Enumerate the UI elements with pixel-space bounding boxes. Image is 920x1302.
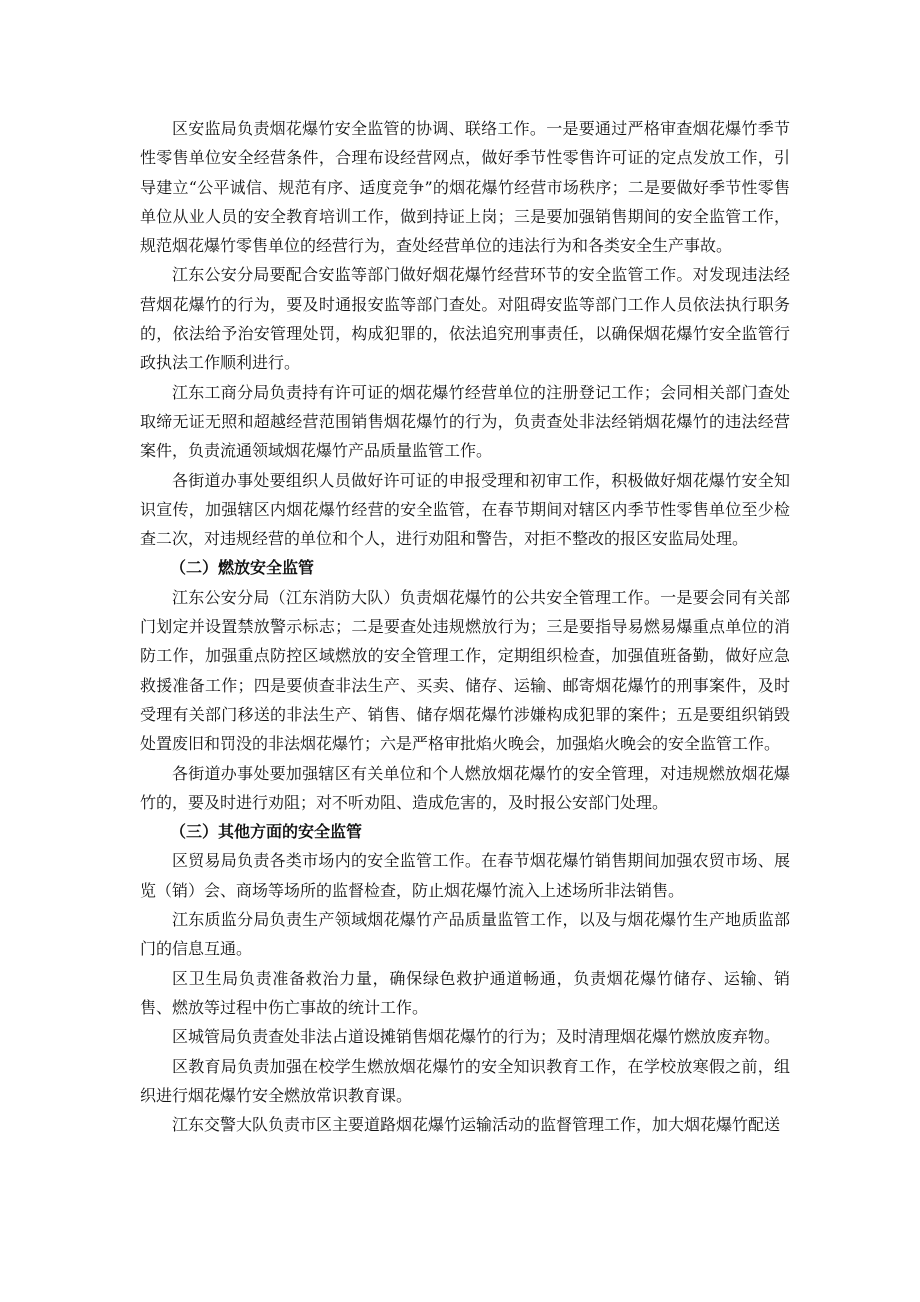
paragraph-trade-bureau: 区贸易局负责各类市场内的安全监管工作。在春节烟花爆竹销售期间加强农贸市场、展览（销）会、商场等场所的监督检查，防止烟花爆竹流入上述场所非法销售。	[140, 851, 790, 900]
paragraph-urban-management: 区城管局负责查处非法占道设摊销售烟花爆竹的行为；及时清理烟花爆竹燃放废弃物。	[172, 1027, 781, 1047]
paragraph-public-security: 江东公安分局要配合安监等部门做好烟花爆竹经营环节的安全监管工作。对发现违法经营烟花爆竹的行为，要及时通报安监等部门查处。对阻碍安监等部门工作人员依法执行职务的，依法给予治安管理处罚，构成犯罪的，依法追究刑事责任，以确保烟花爆竹安全监管行政执法工作顺利进行。	[140, 265, 790, 373]
paragraph-education-bureau: 区教育局负责加强在校学生燃放烟花爆竹的安全知识教育工作，在学校放寒假之前，组织进行烟花爆竹安全燃放常识教育课。	[140, 1056, 790, 1105]
paragraph-fire-brigade: 江东公安分局（江东消防大队）负责烟花爆竹的公共安全管理工作。一是要会同有关部门划定并设置禁放警示标志；二是要查处违规燃放行为；三是要指导易燃易爆重点单位的消防工作，加强重点防控区域燃放的安全管理工作，定期组织检查，加强值班备勤，做好应急救援准备工作；四是要侦查非法生产、买卖、储存、运输、邮寄烟花爆竹的刑事案件，及时受理有关部门移送的非法生产、销售、储存烟花爆竹涉嫌构成犯罪的案件；五是要组织销毁处置废旧和罚没的非法烟花爆竹；六是严格审批焰火晚会，加强焰火晚会的安全监管工作。	[140, 587, 790, 754]
paragraph-street-offices: 各街道办事处要组织人员做好许可证的申报受理和初审工作，积极做好烟花爆竹安全知识宣传，加强辖区内烟花爆竹经营的安全监管，在春节期间对辖区内季节性零售单位至少检查二次，对违规经营的单位和个人，进行劝阻和警告，对拒不整改的报区安监局处理。	[140, 470, 790, 549]
section-heading-discharge: （二）燃放安全监管	[170, 558, 315, 578]
paragraph-safety-bureau: 区安监局负责烟花爆竹安全监管的协调、联络工作。一是要通过严格审查烟花爆竹季节性零售单位安全经营条件，合理布设经营网点，做好季节性零售许可证的定点发放工作，引导建立“公平诚信、规范有序、适度竞争”的烟花爆竹经营市场秩序；二是要做好季节性零售单位从业人员的安全教育培训工作，做到持证上岗；三是要加强销售期间的安全监管工作，规范烟花爆竹零售单位的经营行为，查处经营单位的违法行为和各类安全生产事故。	[140, 119, 790, 256]
paragraph-commerce-bureau: 江东工商分局负责持有许可证的烟花爆竹经营单位的注册登记工作；会同相关部门查处取缔无证无照和超越经营范围销售烟花爆竹的行为，负责查处非法经销烟花爆竹的违法经营案件，负责流通领域烟花爆竹产品质量监管工作。	[140, 382, 790, 461]
paragraph-street-discharge: 各街道办事处要加强辖区有关单位和个人燃放烟花爆竹的安全管理，对违规燃放烟花爆竹的，要及时进行劝阻；对不听劝阻、造成危害的，及时报公安部门处理。	[140, 763, 790, 812]
document-page	[140, 114, 790, 1139]
paragraph-traffic-police: 江东交警大队负责市区主要道路烟花爆竹运输活动的监督管理工作，加大烟花爆竹配送	[172, 1115, 781, 1135]
paragraph-quality-bureau: 江东质监分局负责生产领域烟花爆竹产品质量监管工作，以及与烟花爆竹生产地质监部门的信息互通。	[140, 910, 790, 959]
section-heading-other: （三）其他方面的安全监管	[170, 822, 363, 842]
paragraph-health-bureau: 区卫生局负责准备救治力量，确保绿色救护通道畅通，负责烟花爆竹储存、运输、销售、燃放等过程中伤亡事故的统计工作。	[140, 968, 790, 1017]
